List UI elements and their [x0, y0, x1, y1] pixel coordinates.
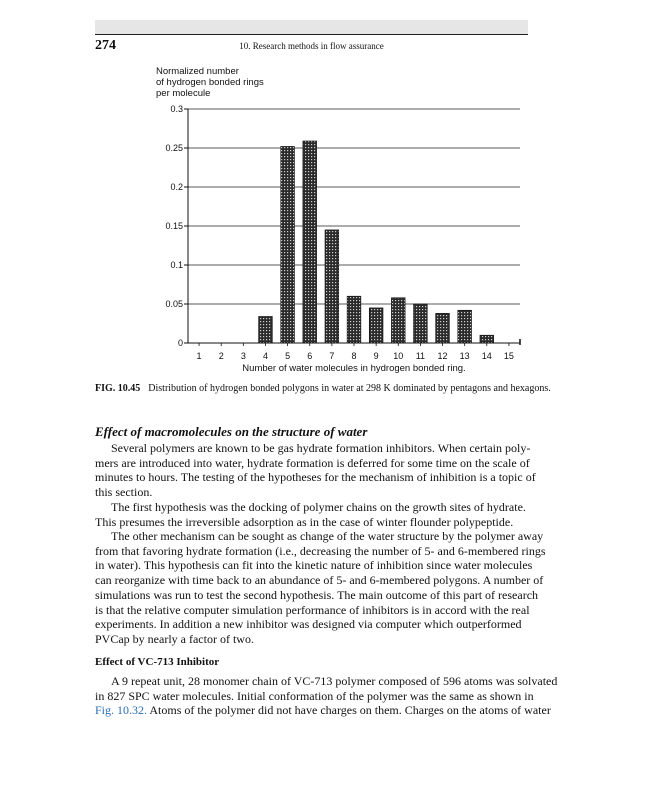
bar — [259, 316, 273, 343]
paragraph-3 — [95, 529, 546, 647]
paragraph-1 — [95, 441, 536, 500]
x-tick-label: 4 — [262, 351, 268, 361]
y-axis-label-line: of hydrogen bonded rings — [156, 77, 264, 88]
x-tick-label: 9 — [373, 351, 379, 361]
text-line: is that the relative computer simulation performance of inhibitors is in accord with the real — [95, 602, 530, 617]
x-tick-label: 2 — [218, 351, 224, 361]
x-axis-label: Number of water molecules in hydrogen bonded ring. — [242, 363, 466, 374]
text-line: minutes to hours. The testing of the hypotheses for the mechanism of inhibition is a topic of — [95, 470, 536, 485]
page-number: 274 — [95, 38, 116, 53]
y-axis-label-line: per molecule — [156, 88, 211, 99]
bar — [480, 335, 494, 343]
bar — [369, 308, 383, 343]
section-title: Effect of macromolecules on the structure of water — [95, 424, 368, 439]
bars — [259, 141, 494, 343]
caption-text: Distribution of hydrogen bonded polygons in water at 298 K dominated by pentagons and hexagons. — [148, 383, 551, 394]
figure-label: FIG. 10.45 — [95, 383, 141, 394]
bar-chart — [140, 60, 540, 380]
figure-reference-link[interactable]: Fig. 10.32. — [95, 703, 148, 718]
y-axis-label — [156, 66, 264, 99]
y-tick-label: 0.05 — [165, 299, 183, 309]
x-tick-label: 14 — [481, 351, 492, 361]
paragraph-4 — [95, 674, 558, 718]
text-line: A 9 repeat unit, 28 monomer chain of VC-713 polymer composed of 596 atoms was solvated — [111, 674, 558, 688]
y-tick-label: 0.1 — [170, 260, 183, 270]
x-tick-label: 13 — [459, 351, 470, 361]
text-line-rest: Atoms of the polymer did not have charges on them. Charges on the atoms of water — [147, 703, 551, 718]
text-line: in water). This hypothesis can fit into the kinetic nature of inhibition since water molecules — [95, 558, 533, 573]
text-line: can reorganize with time back to an abundance of 5- and 6-membered polygons. A number of — [95, 573, 544, 588]
y-tick-label: 0.25 — [165, 143, 183, 153]
text-line-with-link — [95, 703, 551, 718]
bar — [458, 310, 472, 343]
x-tick-label: 15 — [503, 351, 514, 361]
y-tick-label: 0.15 — [165, 221, 183, 231]
x-tick-label: 8 — [351, 351, 357, 361]
text-line: experiments. In addition a new inhibitor was designed via computer which outperformed — [95, 617, 522, 632]
bar — [414, 304, 428, 343]
bar — [347, 296, 361, 343]
page-header — [95, 34, 528, 53]
x-tick-label: 1 — [196, 351, 202, 361]
bar — [303, 141, 317, 343]
x-ticks — [197, 343, 514, 361]
text-line: Several polymers are known to be gas hydrate formation inhibitors. When certain poly- — [111, 441, 531, 455]
text-line: The first hypothesis was the docking of polymer chains on the growth sites of hydrate. — [111, 500, 526, 514]
x-tick-label: 10 — [393, 351, 404, 361]
bar — [281, 146, 295, 343]
text-line: PVCap by nearly a factor of two. — [95, 631, 254, 646]
text-line: in 827 SPC water molecules. Initial conformation of the polymer was the same as shown in — [95, 688, 534, 703]
text-line: The other mechanism can be sought as change of the water structure by the polymer away — [111, 529, 544, 543]
x-tick-label: 11 — [415, 351, 426, 361]
x-tick-label: 7 — [329, 351, 335, 361]
bar — [436, 313, 450, 343]
bar — [391, 298, 405, 343]
text-line: from that favoring hydrate formation (i.e., decreasing the number of 5- and 6-membered rings — [95, 543, 546, 558]
top-band — [95, 20, 528, 34]
x-tick-label: 6 — [307, 351, 313, 361]
text-line: This presumes the irreversible adsorption as in the case of winter flounder polypeptide. — [95, 514, 514, 529]
text-line: simulations was run to test the second hypothesis. The main outcome of this part of research — [95, 587, 539, 602]
x-tick-label: 12 — [437, 351, 448, 361]
text-line: this section. — [95, 485, 153, 500]
x-tick-label: 3 — [240, 351, 246, 361]
gridlines — [188, 109, 520, 304]
bar — [325, 230, 339, 343]
running-head: 10. Research methods in flow assurance — [239, 41, 384, 51]
figure-caption — [95, 383, 595, 394]
subsection-title: Effect of VC-713 Inhibitor — [95, 656, 220, 668]
text-line: mers are introduced into water, hydrate formation is deferred for some time on the scale of — [95, 455, 530, 470]
y-axis-label-line: Normalized number — [156, 66, 239, 77]
y-tick-label: 0 — [177, 338, 183, 348]
y-ticks — [165, 104, 188, 348]
y-tick-label: 0.3 — [170, 104, 183, 114]
x-tick-label: 5 — [285, 351, 291, 361]
paragraph-2 — [95, 500, 528, 529]
y-tick-label: 0.2 — [170, 182, 183, 192]
